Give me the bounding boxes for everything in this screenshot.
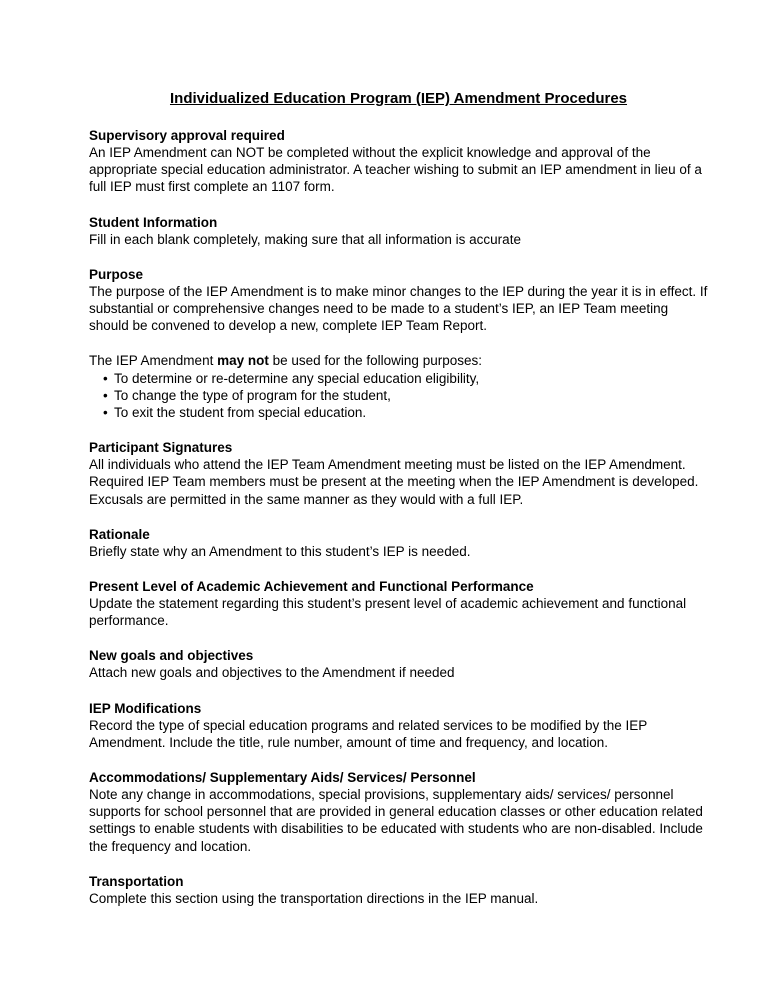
list-item-text: To change the type of program for the student, (114, 387, 391, 403)
section-transportation (89, 873, 708, 907)
section-body: Briefly state why an Amendment to this student’s IEP is needed. (89, 543, 471, 559)
section-accommodations (89, 769, 708, 855)
section-heading: IEP Modifications (89, 700, 202, 716)
list-item (103, 387, 708, 404)
section-heading: Participant Signatures (89, 440, 233, 456)
section-rationale (89, 526, 708, 560)
section-present-level (89, 578, 708, 629)
section-body: Note any change in accommodations, special provisions, supplementary aids/ services/ personnel supports for school personnel that are provided in general education classes or other education related settings to enable students with disabilities to be educated with students who are non-disabled. Include the frequency and location. (89, 787, 703, 854)
section-restrictions (89, 352, 708, 421)
restrictions-list (89, 370, 708, 422)
section-body: Attach new goals and objectives to the Amendment if needed (89, 665, 455, 681)
restrictions-intro-emphasis: may not (217, 353, 269, 369)
section-heading: New goals and objectives (89, 648, 254, 664)
section-supervisory (89, 127, 708, 196)
list-item (103, 404, 708, 421)
section-heading: Transportation (89, 873, 184, 889)
section-iep-modifications (89, 700, 708, 751)
section-student-information (89, 214, 708, 248)
section-heading: Rationale (89, 526, 150, 542)
section-body: The purpose of the IEP Amendment is to make minor changes to the IEP during the year it is in effect. If substantial or comprehensive changes need to be made to a student’s IEP, an IEP Team meeting should be convened to develop a new, complete IEP Team Report. (89, 283, 708, 334)
list-item-text: To determine or re-determine any special education eligibility, (114, 370, 480, 386)
restrictions-intro (89, 352, 708, 369)
section-heading: Supervisory approval required (89, 128, 285, 143)
bullet-icon: • (103, 370, 108, 386)
section-goals (89, 647, 708, 681)
restrictions-intro-before: The IEP Amendment (89, 353, 218, 369)
section-heading: Present Level of Academic Achievement and Functional Performance (89, 579, 534, 595)
section-heading: Student Information (89, 214, 218, 230)
section-body: Complete this section using the transportation directions in the IEP manual. (89, 890, 539, 906)
section-body: Fill in each blank completely, making sure that all information is accurate (89, 231, 521, 247)
section-participant-signatures (89, 439, 708, 508)
document-title: Individualized Education Program (IEP) Amendment Procedures (169, 90, 628, 107)
section-purpose (89, 266, 708, 335)
list-item-text: To exit the student from special education. (114, 405, 367, 421)
restrictions-intro-after: be used for the following purposes: (268, 353, 482, 369)
bullet-icon: • (103, 387, 108, 403)
section-body: Update the statement regarding this student’s present level of academic achievement and functional performance. (89, 596, 687, 629)
section-body: Record the type of special education programs and related services to be modified by the IEP Amendment. Include the title, rule number, amount of time and frequency, and location. (89, 717, 648, 750)
list-item (103, 370, 708, 387)
bullet-icon: • (103, 405, 108, 421)
section-body: An IEP Amendment can NOT be completed without the explicit knowledge and approval of the appropriate special education administrator. A teacher wishing to submit an IEP amendment in lieu of a full IEP must first complete an 1107 form. (89, 145, 702, 195)
section-body: All individuals who attend the IEP Team Amendment meeting must be listed on the IEP Amendment. Required IEP Team members must be present at the meeting when the IEP Amendment is developed. Excusals are permitted in the same manner as they would with a full IEP. (89, 457, 699, 507)
section-heading: Purpose (89, 266, 144, 282)
section-heading: Accommodations/ Supplementary Aids/ Services/ Personnel (89, 770, 476, 786)
